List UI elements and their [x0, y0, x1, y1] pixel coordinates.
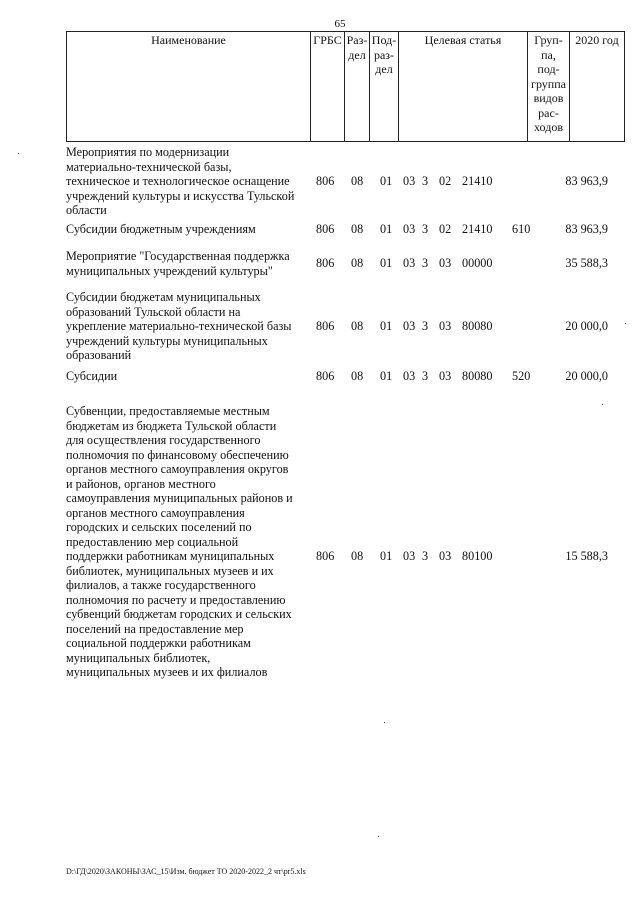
cell-target-program: 03 [403, 256, 416, 270]
header-vid: Груп- па, под- группа видов рас- ходов [528, 32, 570, 142]
cell-target-direction: 00000 [462, 256, 493, 270]
cell-target-program: 03 [403, 319, 416, 333]
cell-podrazdel: 01 [380, 174, 393, 188]
cell-razdel: 08 [351, 319, 364, 333]
row-name: Мероприятия по модернизации материально-технической базы, техническое и технологическое оснащение учреждений культуры и искусства Тульской области [66, 145, 295, 217]
cell-podrazdel: 01 [380, 256, 393, 270]
cell-target-subprogram: 3 [422, 369, 429, 383]
cell-target-event: 03 [439, 369, 452, 383]
header-year: 2020 год [570, 32, 625, 142]
cell-grbs: 806 [316, 549, 335, 563]
cell-target-event: 03 [439, 256, 452, 270]
scan-speck [602, 404, 603, 405]
cell-grbs: 806 [316, 174, 335, 188]
cell-target-subprogram: 3 [422, 256, 429, 270]
cell-grbs: 806 [316, 319, 335, 333]
header-razdel: Раз- дел [345, 32, 370, 142]
cell-sum: 15 588,3 [565, 549, 608, 563]
cell-target-direction: 21410 [462, 222, 493, 236]
scan-speck [384, 722, 385, 723]
file-path-footer: D:\ГД\2020\ЗАКОНЫ\ЗАС_15\Изм. бюджет ТО 2020-2022_2 чт\pr5.xls [66, 867, 306, 876]
cell-sum: 20 000,0 [565, 369, 608, 383]
cell-razdel: 08 [351, 222, 364, 236]
cell-podrazdel: 01 [380, 369, 393, 383]
row-name: Субсидии бюджетам муниципальных образований Тульской области на укрепление материально-технической базы учреждений культуры муниципальных образований [66, 290, 292, 362]
cell-target-event: 03 [439, 549, 452, 563]
scan-speck [378, 836, 379, 837]
row-name: Мероприятие "Государственная поддержка муниципальных учреждений культуры" [66, 249, 290, 278]
table-header [66, 31, 625, 142]
cell-target-direction: 80080 [462, 369, 493, 383]
cell-target-event: 03 [439, 319, 452, 333]
cell-sum: 20 000,0 [565, 319, 608, 333]
page-number: 65 [334, 18, 346, 30]
cell-vid: 610 [512, 222, 531, 236]
cell-sum: 35 588,3 [565, 256, 608, 270]
cell-target-event: 02 [439, 222, 452, 236]
cell-podrazdel: 01 [380, 319, 393, 333]
cell-target-direction: 80100 [462, 549, 493, 563]
cell-target-subprogram: 3 [422, 222, 429, 236]
cell-razdel: 08 [351, 174, 364, 188]
scan-speck [18, 153, 19, 154]
cell-target-subprogram: 3 [422, 174, 429, 188]
cell-grbs: 806 [316, 369, 335, 383]
cell-target-program: 03 [403, 222, 416, 236]
cell-sum: 83 963,9 [565, 174, 608, 188]
cell-target-direction: 21410 [462, 174, 493, 188]
row-name: Субвенции, предоставляемые местным бюджетам из бюджета Тульской области для осуществления государственного полномочия по финансовому обеспечению органов местного самоуправления округов и районов, органов местного самоуправления муниципальных районов и органов местного самоуправления городских и сельских поселений по предоставлению мер социальной поддержки работникам муниципальных библиотек, муниципальных музеев и их филиалов, а также государственного полномочия по расчету и предоставлению субвенций бюджетам городских и сельских поселений на предоставление мер социальной поддержки работникам муниципальных библиотек, муниципальных музеев и их филиалов [66, 404, 293, 679]
cell-target-program: 03 [403, 174, 416, 188]
cell-target-program: 03 [403, 549, 416, 563]
row-name: Субсидии [66, 369, 118, 383]
cell-razdel: 08 [351, 256, 364, 270]
header-grbs: ГРБС [311, 32, 345, 142]
scan-speck [625, 323, 626, 324]
cell-target-event: 02 [439, 174, 452, 188]
header-name: Наименование [67, 32, 311, 142]
cell-podrazdel: 01 [380, 549, 393, 563]
cell-target-subprogram: 3 [422, 319, 429, 333]
cell-grbs: 806 [316, 222, 335, 236]
cell-target-program: 03 [403, 369, 416, 383]
cell-target-subprogram: 3 [422, 549, 429, 563]
cell-grbs: 806 [316, 256, 335, 270]
cell-vid: 520 [512, 369, 531, 383]
row-name: Субсидии бюджетным учреждениям [66, 222, 256, 236]
header-target: Целевая статья [399, 32, 528, 142]
cell-sum: 83 963,9 [565, 222, 608, 236]
cell-target-direction: 80080 [462, 319, 493, 333]
header-podrazdel: Под- раз- дел [370, 32, 399, 142]
cell-razdel: 08 [351, 549, 364, 563]
cell-podrazdel: 01 [380, 222, 393, 236]
cell-razdel: 08 [351, 369, 364, 383]
